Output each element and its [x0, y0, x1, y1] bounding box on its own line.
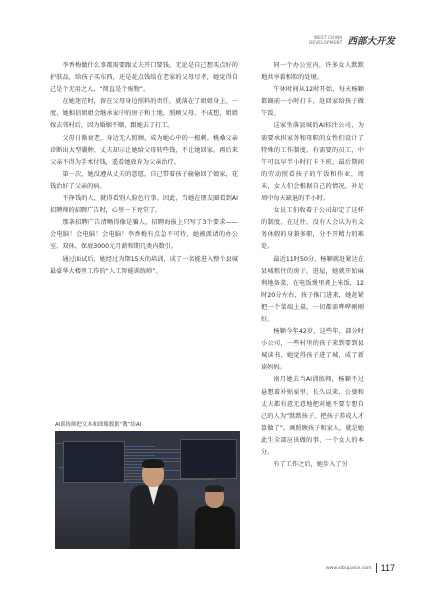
- paragraph: 李香梅做什么事都需要跟丈夫开口要钱。无论是自己想买点好的护肤品，给孩子买东西，还是花点钱给在老家的父母尽孝，她觉得自己是个无用之人，“简直是个废物”。: [50, 62, 238, 94]
- photo-person-seated: [193, 486, 237, 549]
- paragraph: 那条招聘广告清晰得像是骗人，招聘海报上只写了3个要求——会电脑！会电脑！会电脑！李香梅有点急不可待，她被派请的办公室、双休、保底3000元月薪和期几类内数引。: [50, 219, 238, 251]
- photo-caption: AI训练师把文本和图像数据“教”给AI: [55, 422, 142, 428]
- header-en-line1: WEST CHINA: [313, 35, 343, 40]
- page-number: 117: [380, 563, 395, 573]
- paragraph: 最近11时50分，杨颖就赶紧达在县城租住的房子。进屋，她就开始麻利地备菜，在电饭煲里煮上米饭，12时20分左右，孩子推门进来，她赶紧把一个菜端上桌，一切都需哗哗刚刚好。: [261, 255, 364, 323]
- page-footer: [326, 563, 395, 573]
- footer-url: www.xibupaice.com: [325, 565, 372, 571]
- paragraph: 同一个办公室内，许多女人默默地共享着相似的处境。: [261, 62, 364, 82]
- paragraph: 午休时间从12时开始，每天杨颖都圈前一小时打卡，赶回家给孩子做午饭。: [261, 86, 364, 118]
- paragraph: 女员工们收着于公司却定了这样的制度。在过往，没有人会认为有义务休假的身兼多职，分不开精力的难处。: [261, 207, 364, 251]
- paragraph: 有了工作之后，她步入了另: [273, 461, 348, 469]
- header-english: [309, 35, 343, 45]
- footer-divider: [376, 563, 377, 573]
- paragraph: 在她迷茫时，留在父母身边照料的责任，就落在了姐姐身上。一度，她相信姐姐会继承家中的房子和土地，照顾父母。不成想，姐姐嫁去邻村后，因为婚姻不顺，跟她去了打工。: [50, 98, 238, 130]
- paragraph: 父母日渐衰老，身边无人照顾，成为她心中的一根刺。桃桑父亲诊断出大型囊肿，丈夫却示让她给父母转些钱，不让她回家。再后来父亲不得为手术付钱，遥看她放弃为父亲治疗。: [50, 134, 238, 166]
- paragraph: 杨颖今年42岁，这些年，部分时小公司，一些村里的孩子来到要到县城读书，她觉得孩子进了城，成了新读妈妈。: [261, 328, 364, 372]
- paragraph: 南月她去当AI训练师，杨颖不过悬想着补贴家里。长久以来，公婆和丈夫都有意无意地把对她不要专想自己的人为“默默孩子，把孩子养成人才算做了”。画照顾孩子和家人，就是她此生全部应该做的事，一个女人的本分。: [261, 376, 364, 456]
- right-column: [261, 60, 364, 471]
- photo-person-standing: [130, 461, 178, 549]
- header-title: 西部大开发: [347, 36, 395, 47]
- paragraph: 第一次，她没遵从丈夫的意愿，自己带着孩子偷偷回了娘家，花钱治好了父亲的病。: [50, 170, 238, 190]
- photo-monitor-right: [180, 439, 237, 479]
- article-photo: [55, 431, 240, 549]
- paragraph: 这家坐落县城的AI标注公司，为需要承担家务和母职的女性们设计了特殊的工作制度。有需要的员工，中午可以早半小时打卡下班，最后期间的劳动照看孩子的午饭和作业，周末，女人们会根据自己的情况，补足周中每天缺退的半小时。: [261, 122, 364, 203]
- magazine-header: [309, 33, 395, 47]
- left-column: [50, 60, 238, 278]
- paragraph: 通过面试后，她经过为期15天的培训，成了一名能进入整个县城最豪华大楼里工作的“人工智能训练师”。: [50, 255, 238, 275]
- paragraph: 不挣钱的人，就得看别人脸色行事。因此，当她在朋友圈看到AI招聘师的招聘广告时，心里一下亮堂了。: [50, 195, 238, 215]
- photo-monitor-left: [63, 441, 125, 483]
- header-en-line2: DEVELOPMENT: [308, 40, 343, 45]
